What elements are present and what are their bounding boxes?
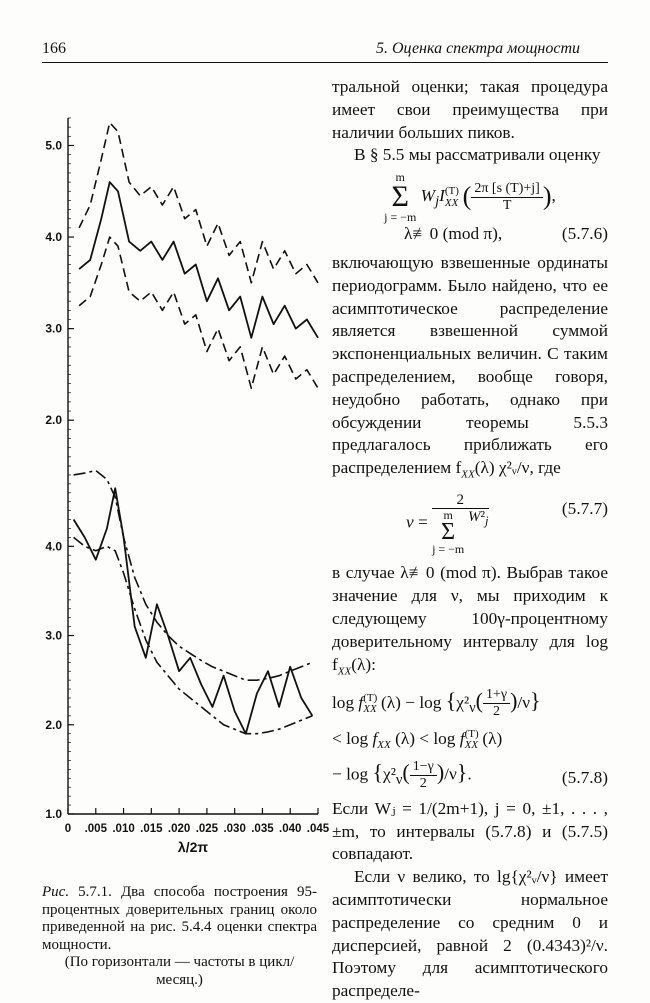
x-tick-label: .010 [112, 823, 135, 835]
equation-number-5-7-6: (5.7.6) [561, 224, 608, 244]
upper-panel-series-1-dashed [79, 123, 318, 283]
figure-caption [42, 884, 317, 989]
x-axis-label: λ/2π [177, 839, 209, 855]
page-number: 166 [42, 40, 66, 57]
equation-5-7-8-line-3: − $\log \{\chi^2_\nu$( $\frac{1-\gamma}{2}$ )/ν}. (5.7.8) [332, 758, 608, 791]
running-title: 5. Оценка спектра мощности [376, 40, 580, 57]
x-tick-label: .045 [306, 823, 330, 835]
equation-5-7-6: m Σ j = −m $W_jI^{(T)}_{XX}$ ( $\frac{2\pi [s (T)+j]}{T}$ ), [384, 170, 556, 225]
page-header [42, 38, 608, 63]
upper-panel-series-3-dashed [79, 237, 318, 388]
paragraph-3-text: включающую взвешенные ординаты периодограмм. Было найдено, что ее асимптотическое распределение является взвешенной суммой экспоненциальных величин. С таким распределением, вообще говоря, неудобно работать, однако при обсуждении теоремы 5.5.3 предлагалось приближать его распределением f [332, 252, 608, 478]
equation-5-7-7: ν = 2 m Σ j = −m $W^2_j$ (5.7.7) [406, 492, 608, 557]
lower-panel-y-tick-label: 4.0 [45, 539, 62, 554]
lower-panel-series-2-solid [74, 488, 313, 733]
caption-note: (По горизонтали — частоты в цикл/месяц.) [64, 954, 295, 988]
equation-number-5-7-7: (5.7.7) [561, 499, 608, 519]
paragraph-4-end: (λ): [351, 654, 376, 674]
paragraph-5: Если Wⱼ = 1/(2m+1), j = 0, ±1, . . . , ±m, то интервалы (5.7.8) и (5.7.5) совпадают. [332, 798, 608, 864]
lower-panel-series-3-dash-dot [74, 537, 313, 733]
x-tick-label: .040 [279, 823, 302, 835]
paragraph-3: включающую взвешенные ординаты периодограмм. Было найдено, что ее асимптотическое распределение является взвешенной суммой экспоненциальных величин. С таким распределением, вообще говоря, неудобно работать, однако при обсуждении теоремы 5.5.3 предлагалось приближать его распределением $f_{XX}(\lambda)$ χ²ᵥ/ν, где [332, 252, 608, 481]
x-tick-label: .025 [195, 823, 219, 835]
x-tick-label: .005 [84, 823, 107, 835]
equation-number-5-7-8: (5.7.8) [561, 767, 608, 787]
caption-text: Два способа построения 95-процентных доверительных границ около приведенной на рис. 5.4.4 оценки спектра мощности. [42, 884, 317, 953]
equation-5-7-6-condition [332, 223, 608, 246]
upper-panel-series-2-solid [79, 182, 318, 338]
lower-panel-y-tick-label: 2.0 [45, 717, 62, 732]
paragraph-4-text: в случае λ≢0 (mod π). Выбрав такое значение для ν, мы приходим к следующему 100γ-процентному доверительному интервалу для log f [332, 563, 608, 674]
text-column [332, 76, 608, 1003]
paragraph-3-end: (λ) χ²ᵥ/ν, где [474, 458, 561, 478]
x-tick-label: .020 [167, 823, 191, 835]
lower-panel-y-tick-label: 1.0 [45, 807, 62, 821]
x-tick-label: .015 [140, 823, 163, 835]
paragraph-4: в случае λ≢0 (mod π). Выбрав такое значение для ν, мы приходим к следующему 100γ-процентному доверительному интервалу для $\log f_{XX}(\lambda)$: [332, 563, 608, 678]
upper-panel-y-tick-label: 4.0 [45, 230, 62, 245]
x-tick-label: 0 [64, 823, 72, 835]
upper-panel-y-tick-label: 5.0 [45, 138, 62, 153]
caption-label: Рис. [42, 884, 70, 900]
x-tick-label: .030 [223, 823, 246, 835]
equation-5-7-6-cond: λ≢0 (mod π), [404, 224, 503, 244]
upper-panel-y-tick-label: 3.0 [45, 321, 62, 336]
paragraph-1: тральной оценки; такая процедура имеет свои преимущества при наличии больших пиков. [332, 77, 608, 142]
equation-5-7-8-line-1: $\log f^{(T)}_{XX}$ $(\lambda) - \log \{\chi^2_\nu$( $\frac{1+\gamma}{2}$ )/ν} [332, 687, 541, 720]
caption-number: 5.7.1. [78, 884, 112, 900]
upper-panel-y-tick-label: 2.0 [45, 413, 62, 428]
lower-panel-series-1-dash-dot [74, 471, 313, 681]
x-tick-label: .035 [251, 823, 274, 835]
lower-panel-y-tick-label: 3.0 [45, 628, 62, 643]
equation-5-7-8-line-2: < $\log f_{XX}$ $(\lambda) < \log f^{(T)}_{XX}$ (λ) [332, 727, 503, 752]
paragraph-6: Если ν велико, то lg{χ²ᵥ/ν} имеет асимптотически нормальное распределение со средним 0 и дисперсией, равной 2 (0.4343)²/ν. Поэтому для асимптотического распределе- [332, 867, 608, 1001]
paragraph-2: В § 5.5 мы рассматривали оценку [354, 145, 601, 165]
figure-5-7-1 [0, 66, 330, 884]
